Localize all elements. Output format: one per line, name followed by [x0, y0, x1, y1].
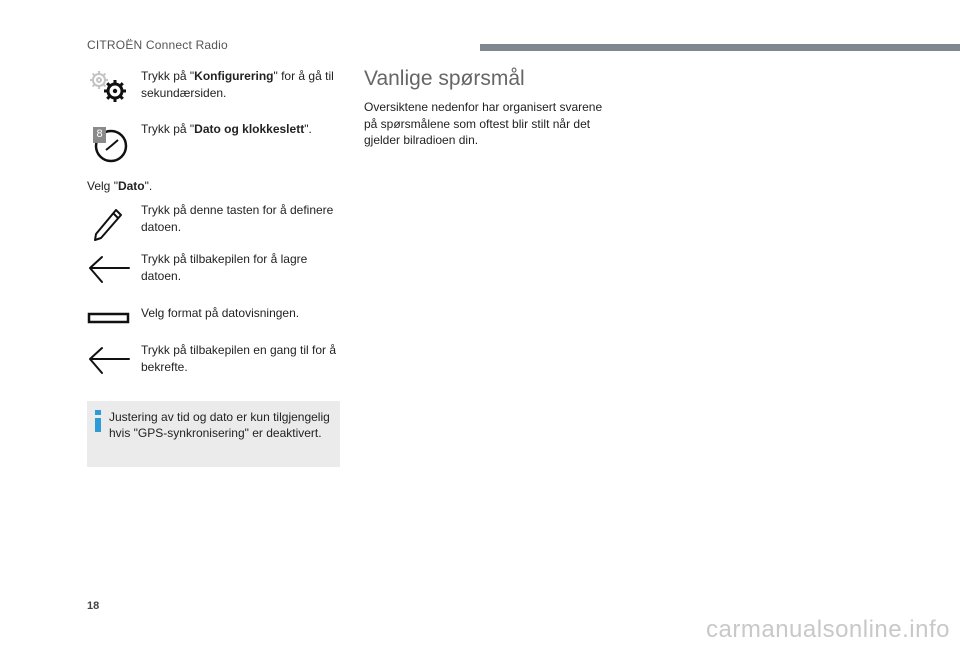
pencil-icon [87, 202, 131, 246]
action-save-date-text: Trykk på tilbakepilen for å lagre datoen. [141, 252, 308, 283]
header-title: CITROËN Connect Radio [87, 38, 228, 52]
settings-gears-icon [87, 68, 131, 112]
info-note [87, 401, 340, 467]
clock-badge: 8 [96, 128, 103, 140]
info-icon [93, 410, 103, 437]
clock-icon [87, 121, 131, 165]
action-confirm-text: Trykk på tilbakepilen en gang til for å bekrefte. [141, 343, 336, 374]
back-arrow-icon [87, 251, 131, 295]
section-title: Vanlige spørsmål [364, 67, 525, 90]
info-note-text: Justering av tid og dato er kun tilgjengelig hvis "GPS-synkronisering" er deaktivert. [109, 410, 330, 440]
header-rule [480, 44, 960, 51]
step-settings-text: Trykk på "Konfigurering" for å gå til sekundærsiden. [141, 69, 334, 100]
action-define-date-text: Trykk på denne tasten for å definere datoen. [141, 203, 334, 234]
select-date-line: Velg "Dato". [87, 179, 153, 193]
back-arrow-icon [87, 342, 131, 386]
action-date-format-text: Velg format på datovisningen. [141, 306, 300, 320]
step-date-time-text: Trykk på "Dato og klokkeslett". [141, 122, 312, 136]
section-body: Oversiktene nedenfor har organisert svarene på spørsmålene som oftest blir stilt når det gjelder bilradioen din. [364, 100, 603, 147]
page-number: 18 [87, 600, 100, 612]
watermark: carmanualsonline.info [706, 616, 950, 643]
